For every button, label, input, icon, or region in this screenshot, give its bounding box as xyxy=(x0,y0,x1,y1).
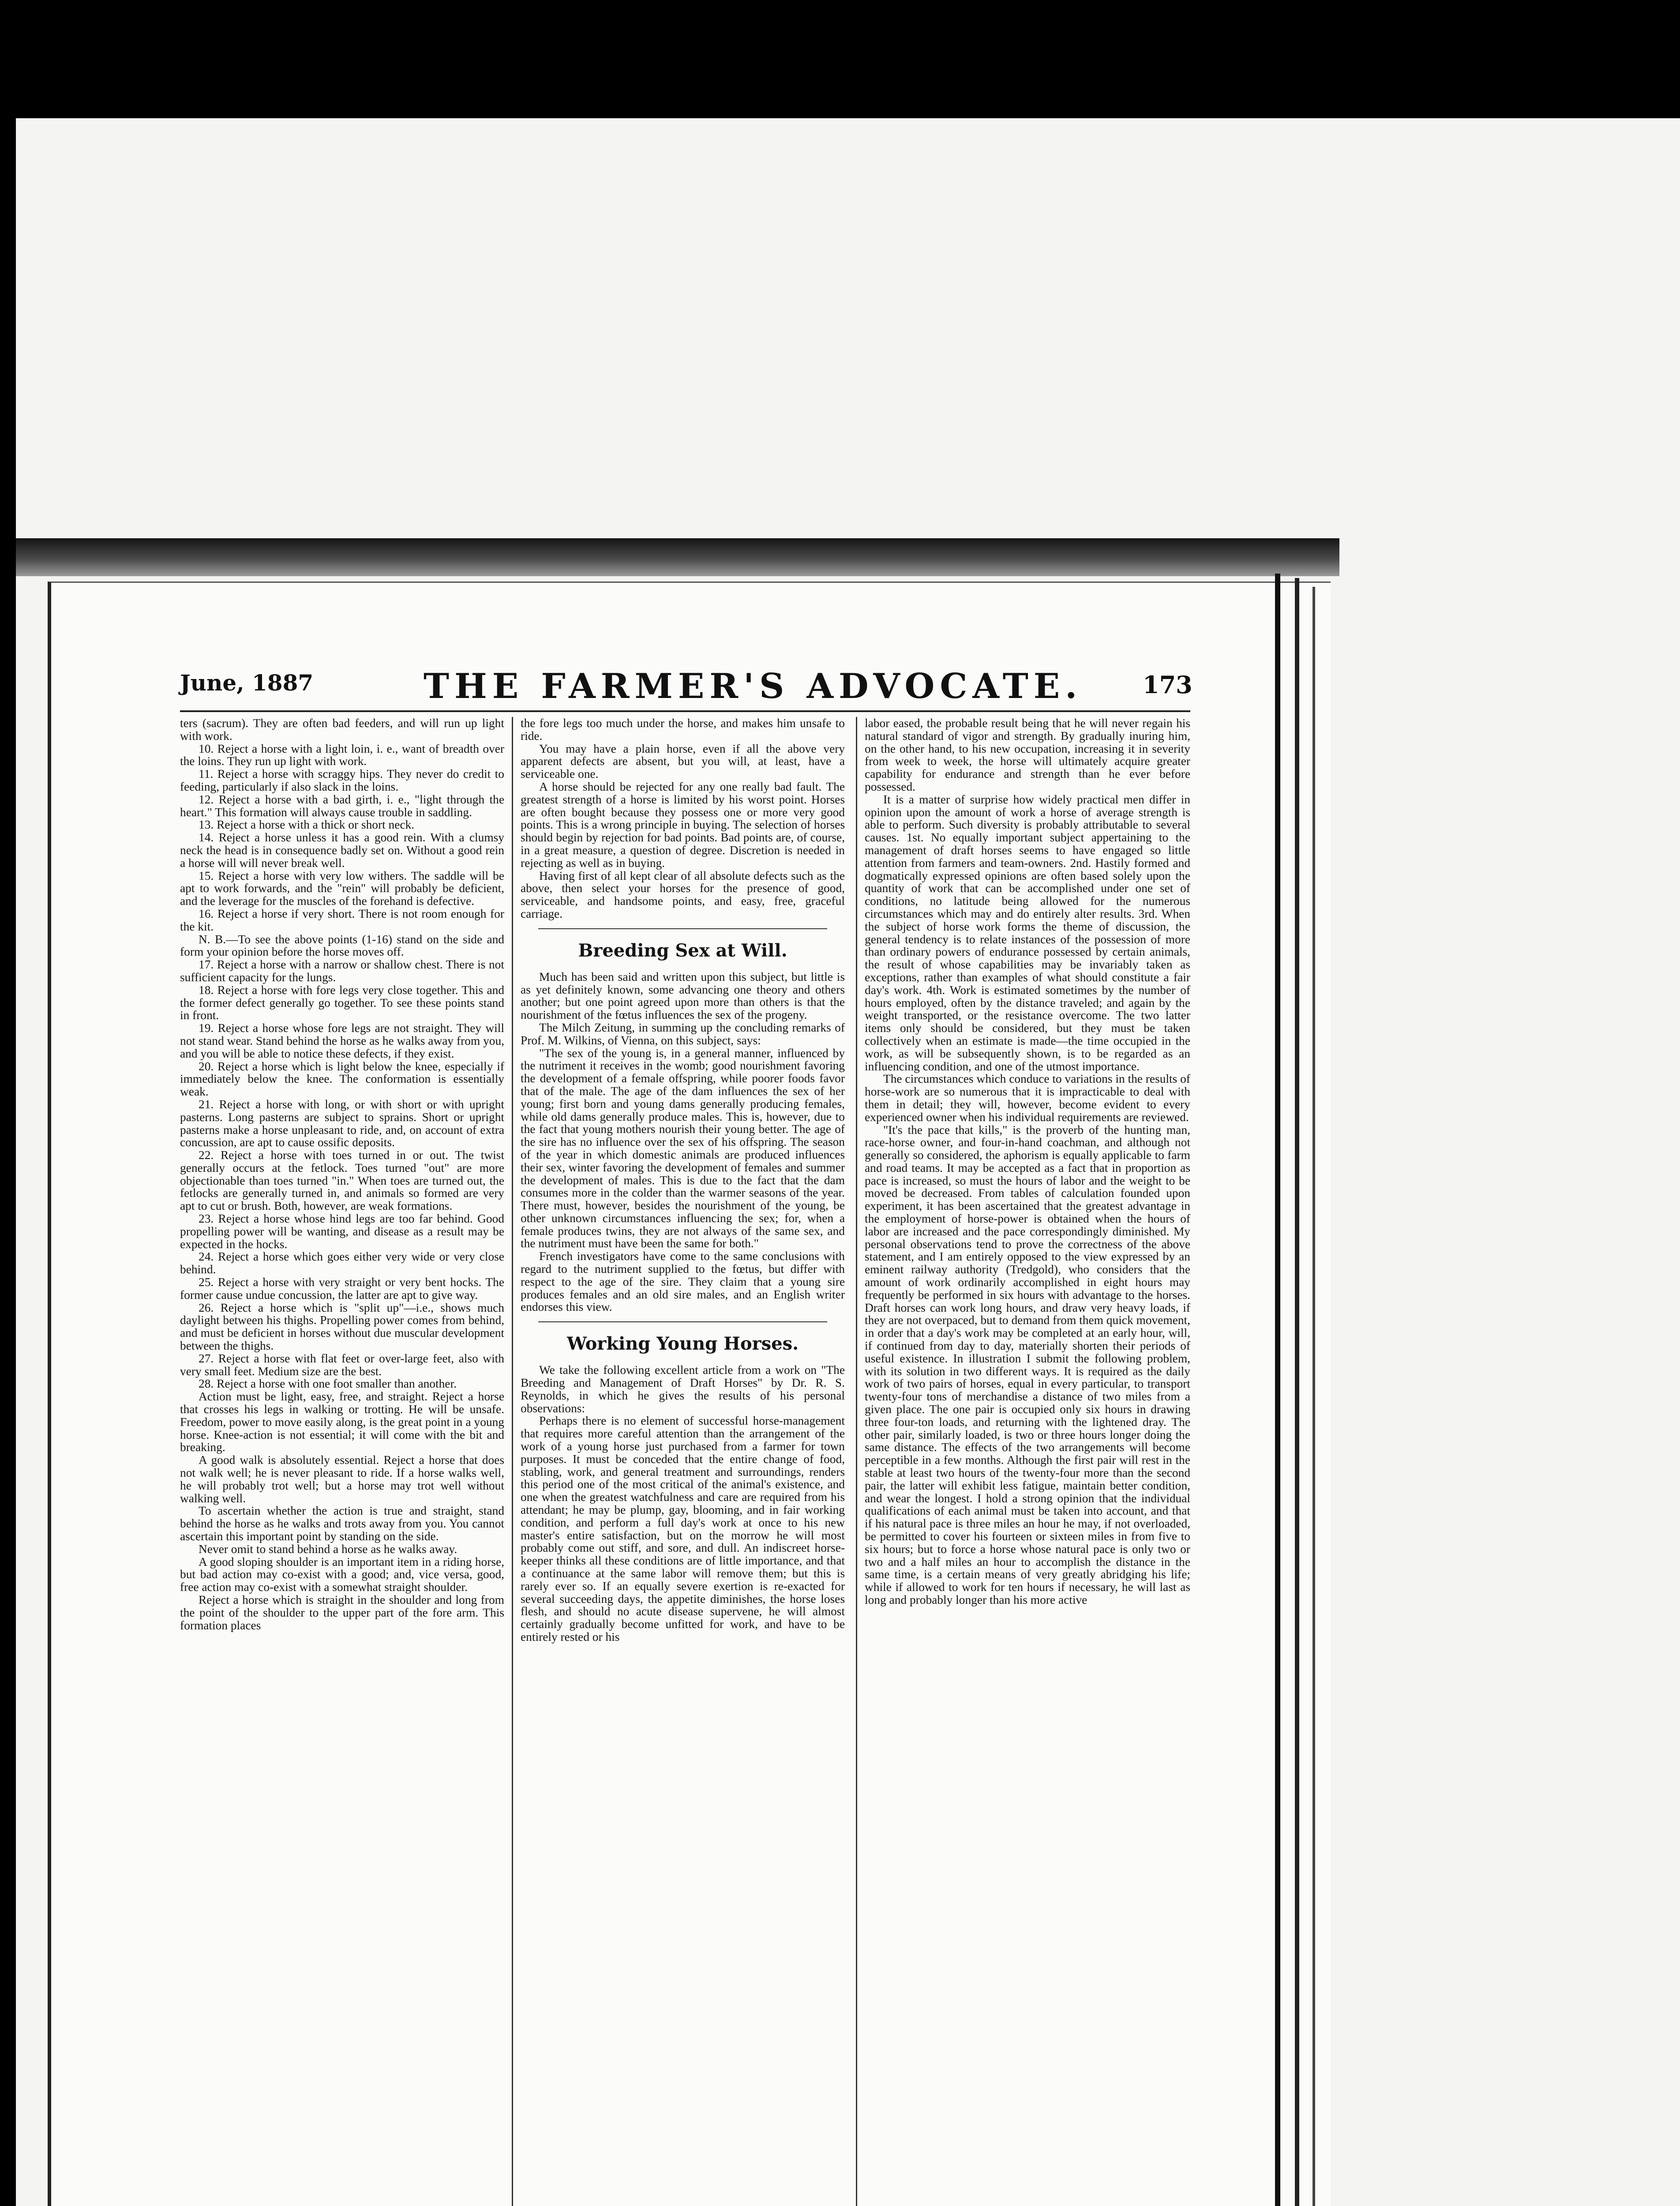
paragraph: 13. Reject a horse with a thick or short neck. xyxy=(199,818,415,832)
paragraph: 18. Reject a horse with fore legs very close together. This and the former defect generally go together. To see these points stand in front. xyxy=(180,983,504,1022)
paragraph: A good sloping shoulder is an important item in a riding horse, but bad action may co-exist with a good; and, vice versa, good, free action may co-exist with a somewhat straight shoulder. xyxy=(180,1555,504,1594)
paragraph: 22. Reject a horse with toes turned in or out. The twist generally occurs at the fetlock. Toes turned "out" are more objectionable than toes turned "in." When toes are turned out, the fetlocks are generally turned in, and animals so formed are very apt to cut or brush. Both, however, are weak formations. xyxy=(180,1148,504,1213)
issue-date: June, 1887 xyxy=(180,670,314,696)
paragraph: 28. Reject a horse with one foot smaller than another. xyxy=(199,1377,457,1391)
newspaper-title: THE FARMER'S ADVOCATE. xyxy=(424,666,1083,706)
paragraph: 24. Reject a horse which goes either very wide or very close behind. xyxy=(180,1250,504,1276)
paragraph: You may have a plain horse, even if all the above very apparent defects are absent, but you will, at least, have a serviceable one. xyxy=(521,742,845,781)
paragraph: 20. Reject a horse which is light below the knee, especially if immediately below the knee. The conformation is essentially weak. xyxy=(180,1059,504,1099)
paragraph: the fore legs too much under the horse, and makes him unsafe to ride. xyxy=(521,717,845,743)
paragraph: "The sex of the young is, in a general manner, influenced by the nutriment it receives in the womb; good nourishment favoring the development of a female offspring, while poorer foods favor that of the male. The age of the dam influences the sex of her young; first born and young dams generally producing females, while old dams generally produce males. This is, however, due to the fact that young mothers nourish their young better. The age of the sire has no influence over the sex of his offspring. The season of the year in which domestic animals are produced influences their sex, winter favoring the development of females and summer the development of males. This is due to the fact that the dam consumes more in the colder than the warmer seasons of the year. There must, however, besides the nourishment of the young, be other unknown circumstances influencing the sex; for, when a female produces twins, they are not always of the same sex, and the nutriment must have been the same for both." xyxy=(521,1046,845,1250)
paragraph: 16. Reject a horse if very short. There is not room enough for the kit. xyxy=(180,907,504,933)
paragraph: 14. Reject a horse unless it has a good rein. With a clumsy neck the head is in consequence badly set on. Without a good rein a horse will will never break well. xyxy=(180,831,504,870)
paragraph: To ascertain whether the action is true and straight, stand behind the horse as he walks and trots away from you. You cannot ascertain this important point by standing on the side. xyxy=(180,1504,504,1543)
paragraph: A horse should be rejected for any one really bad fault. The greatest strength of a horse is limited by his worst point. Horses are often bought because they possess one or more very good points. This is a wrong principle in buying. The selection of horses should begin by rejection for bad points. Bad points are, of course, in a great measure, a question of degree. Discretion is needed in rejecting as well as in buying. xyxy=(521,780,845,870)
paragraph: 11. Reject a horse with scraggy hips. They never do credit to feeding, particularly if also slack in the loins. xyxy=(180,767,504,793)
paragraph: Perhaps there is no element of successful horse-management that requires more careful attention than the arrangement of the work of a young horse just purchased from a farmer for town purposes. It must be conceded that the entire change of food, stabling, work, and general treatment and surroundings, renders this period one of the most critical of the animal's existence, and one when the greatest watchfulness and care are required from his attendant; he may be plump, gay, blooming, and in fair working condition, and perform a full day's work at once to his new master's entire satisfaction, but on the morrow he will most probably come out stiff, and sore, and dull. An indiscreet horse-keeper thinks all these conditions are of little importance, and that a continuance at the same labor will remove them; but this is rarely ever so. If an equally severe exertion is re-exacted for several succeeding days, the appetite diminishes, the horse loses flesh, and should no acute disease supervene, he will almost certainly gradually become unfitted for work, and have to be entirely rested or his xyxy=(521,1414,845,1643)
page-edge-line xyxy=(1312,587,1315,2206)
paragraph: Never omit to stand behind a horse as he walks away. xyxy=(199,1542,458,1556)
column-divider xyxy=(512,717,513,2206)
paragraph: 21. Reject a horse with long, or with short or with upright pasterns. Long pasterns are subject to sprains. Short or upright pasterns make a horse unpleasant to ride, and, on account of extra concussion, are apt to cause ossific deposits. xyxy=(180,1097,504,1149)
column-3 xyxy=(865,717,1190,2206)
paragraph: The Milch Zeitung, in summing up the concluding remarks of Prof. M. Wilkins, of Vienna, on this subject, says: xyxy=(521,1020,845,1047)
paragraph: Much has been said and written upon this subject, but little is as yet definitely known, some advancing one theory and others another; but one point agreed upon more than others is that the nourishment of the fœtus influences the sex of the progeny. xyxy=(521,970,845,1022)
paragraph: 10. Reject a horse with a light loin, i. e., want of breadth over the loins. They run up light with work. xyxy=(180,742,504,768)
paragraph: We take the following excellent article from a work on "The Breeding and Management of Draft Horses" by Dr. R. S. Reynolds, in which he gives the results of his personal observations: xyxy=(521,1363,845,1415)
paragraph: 23. Reject a horse whose hind legs are too far behind. Good propelling power will be wanting, and disease as a result may be expected in the hocks. xyxy=(180,1212,504,1251)
section-heading-breeding-sex: Breeding Sex at Will. xyxy=(578,940,788,961)
paragraph: N. B.—To see the above points (1-16) stand on the side and form your opinion before the horse moves off. xyxy=(180,932,504,959)
page-edge-line xyxy=(1295,578,1299,2206)
paragraph: 27. Reject a horse with flat feet or over-large feet, also with very small feet. Medium size are the best. xyxy=(180,1351,504,1378)
paragraph: 12. Reject a horse with a bad girth, i. e., "light through the heart." This formation will always cause trouble in saddling. xyxy=(180,792,504,819)
paragraph: Having first of all kept clear of all absolute defects such as the above, then select your horses for the presence of good, serviceable, and handsome points, and easy, free, graceful carriage. xyxy=(521,869,845,920)
column-1 xyxy=(180,717,504,2206)
paragraph: 26. Reject a horse which is "split up"—i.e., shows much daylight between his thighs. Propelling power comes from behind, and must be deficient in horses without due muscular development between the thighs. xyxy=(180,1301,504,1353)
paragraph: The circumstances which conduce to variations in the results of horse-work are so numerous that it is impracticable to deal with them in detail; they will, however, become evident to every experienced owner when his individual requirements are reviewed. xyxy=(865,1072,1190,1124)
page-edge-line xyxy=(1275,574,1280,2206)
section-divider xyxy=(538,1321,827,1322)
column-2 xyxy=(521,717,845,2206)
section-divider xyxy=(538,928,827,929)
paragraph: French investigators have come to the same conclusions with regard to the nutriment supplied to the fœtus, but differ with respect to the age of the sire. They claim that a young sire produces females and an old sire males, and an English writer endorses this view. xyxy=(521,1249,845,1314)
page-number: 173 xyxy=(1143,671,1192,699)
paragraph: 15. Reject a horse with very low withers. The saddle will be apt to work forwards, and the "rein" will probably be deficient, and the leverage for the muscles of the forehand is defective. xyxy=(180,869,504,908)
paragraph: Action must be light, easy, free, and straight. Reject a horse that crosses his legs in walking or trotting. He will be unsafe. Freedom, power to move easily along, is the great point in a young horse. Knee-action is not essential; it will come with the bit and breaking. xyxy=(180,1390,504,1454)
paragraph: 19. Reject a horse whose fore legs are not straight. They will not stand wear. Stand behind the horse as he walks away from you, and you will be able to notice these defects, if they exist. xyxy=(180,1021,504,1060)
paragraph: 17. Reject a horse with a narrow or shallow chest. There is not sufficient capacity for the lungs. xyxy=(180,958,504,984)
paragraph: It is a matter of surprise how widely practical men differ in opinion upon the amount of work a horse of average strength is able to perform. Such diversity is probably attributable to several causes. 1st. No equally important subject appertaining to the management of draft horses seems to have engaged so little attention from farmers and team-owners. 2nd. Hastily formed and dogmatically expressed opinions are often based solely upon the quantity of work that can be accomplished under one set of conditions, no latitude being allowed for the numerous circumstances which may and do entirely alter results. 3rd. When the subject of horse work forms the theme of discussion, the general tendency is to relate instances of the possession of more than ordinary powers of endurance possessed by certain animals, the result of whose capabilities may be invariably taken as exceptions, rather than examples of what should constitute a fair day's work. 4th. Work is estimated sometimes by the number of hours employed, often by the distance traveled; and again by the weight transported, or the resistance overcome. The two latter items only should be considered, but they must be taken collectively when an estimate is made—the time occupied in the work, as will be subsequently shown, is to be regarded as an influencing condition, and one of the utmost importance. xyxy=(865,792,1190,1073)
column-divider xyxy=(856,717,857,2206)
header-rule xyxy=(180,710,1190,712)
section-heading-working-horses: Working Young Horses. xyxy=(566,1333,799,1354)
paragraph: 25. Reject a horse with very straight or very bent hocks. The former cause undue concussion, the latter are apt to give way. xyxy=(180,1276,504,1302)
paragraph: Reject a horse which is straight in the shoulder and long from the point of the shoulder to the upper part of the fore arm. This formation places xyxy=(180,1593,504,1632)
paragraph: labor eased, the probable result being that he will never regain his natural standard of vigor and strength. By gradually inuring him, on the other hand, to his new occupation, increasing it in severity from week to week, the horse will ultimately acquire greater capability for endurance and strength than he ever before possessed. xyxy=(865,717,1190,793)
paragraph: A good walk is absolutely essential. Reject a horse that does not walk well; he is never pleasant to ride. If a horse walks well, he will probably trot well; but a horse may trot well without walking well. xyxy=(180,1453,504,1505)
scan-fold-shadow xyxy=(16,538,1339,576)
paragraph: ters (sacrum). They are often bad feeders, and will run up light with work. xyxy=(180,717,504,743)
paragraph: "It's the pace that kills," is the proverb of the hunting man, race-horse owner, and four-in-hand coachman, and although not generally so considered, the aphorism is equally applicable to farm and road teams. It may be accepted as a fact that in proportion as pace is increased, so must the hours of labor and the weight to be moved be decreased. From tables of calculation founded upon experiment, it has been ascertained that the greatest advantage in the employment of horse-power is obtained when the hours of labor are increased and the pace correspondingly diminished. My personal observations tend to prove the correctness of the above statement, and I am entirely opposed to the view expressed by an eminent railway authority (Tredgold), who considers that the amount of work ordinarily accomplished in eight hours may frequently be performed in six hours with advantage to the horses. Draft horses can work long hours, and draw very heavy loads, if they are not overpaced, but to demand from them quick movement, in order that a day's work may be completed at an early hour, will, if continued from day to day, materially shorten their periods of useful existence. In illustration I submit the following problem, with its solution in two different ways. It is required as the daily work of two pairs of horses, equal in every particular, to transport twenty-four tons of merchandise a distance of two miles from a given place. The one pair is occupied only six hours in drawing three four-ton loads, and returning with the lightened dray. The other pair, similarly loaded, is two or three hours longer doing the same distance. The effects of the two arrangements will become perceptible in a few months. Although the first pair will rest in the stable at least two hours of the twenty-four more than the second pair, the latter will exhibit less fatigue, maintain better condition, and wear the longest. I hold a strong opinion that the individual qualifications of each animal must be taken into account, and that if his natural pace is three miles an hour he may, if not overloaded, be permitted to cover his fourteen or sixteen miles in from five to six hours; but to force a horse whose natural pace is only two or two and a half miles an hour to accomplish the distance in the same time, is a certain means of very greatly abridging his life; while if allowed to work for ten hours if necessary, he will last as long and probably longer than his more active xyxy=(865,1123,1190,1606)
